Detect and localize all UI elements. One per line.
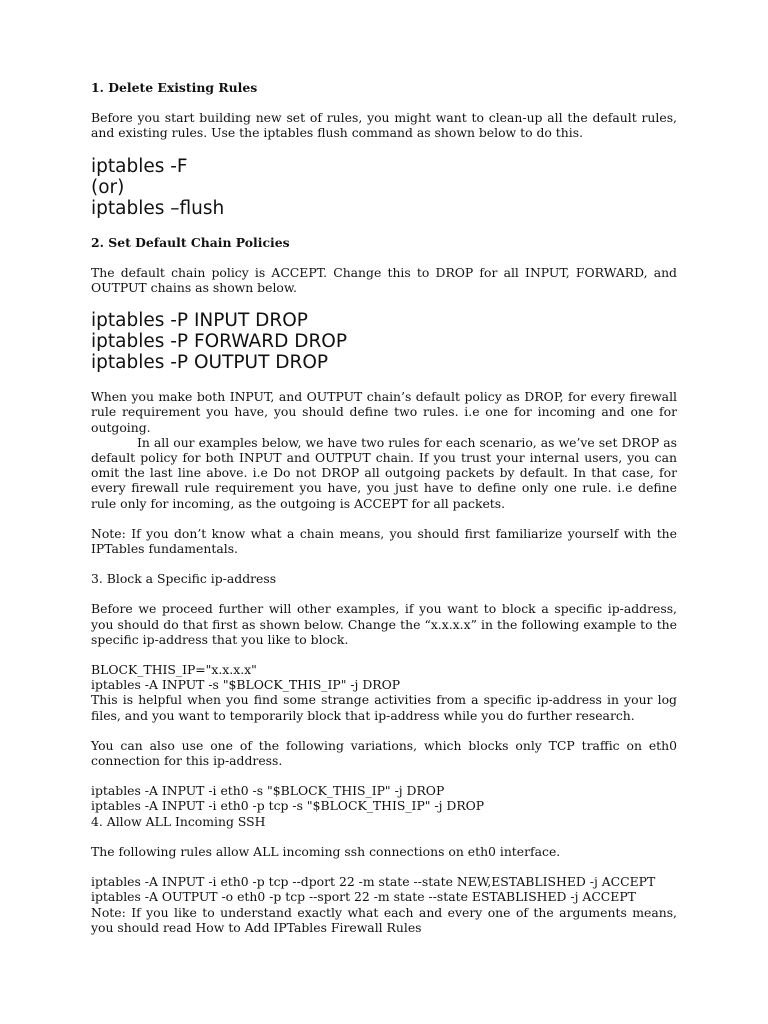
note-paragraph: Note: If you don’t know what a chain means, you should first familiarize yourself with the IPTables fundamentals. bbox=[91, 525, 677, 557]
paragraph: Before you start building new set of rules, you might want to clean-up all the default rules, and existing rules. Use the iptables flush command as shown below to do this. bbox=[91, 110, 677, 141]
command-line: iptables -F bbox=[91, 155, 188, 177]
spacer bbox=[91, 829, 677, 844]
command-block bbox=[91, 310, 677, 373]
note-paragraph: Note: If you like to understand exactly what each and every one of the arguments means, you should read How to Add IPTables Firewall Rules bbox=[91, 904, 677, 935]
section-heading-allow-ssh: 4. Allow ALL Incoming SSH bbox=[91, 813, 266, 829]
section-heading-default-policies: 2. Set Default Chain Policies bbox=[91, 234, 290, 250]
code-line: iptables -A INPUT -i eth0 -p tcp --dport 22 -m state --state NEW,ESTABLISHED -j ACCEPT bbox=[91, 874, 656, 890]
paragraph: The default chain policy is ACCEPT. Change this to DROP for all INPUT, FORWARD, and OUTPUT chains as shown below. bbox=[91, 264, 677, 296]
section-heading-delete-rules: 1. Delete Existing Rules bbox=[91, 80, 258, 95]
paragraph: This is helpful when you find some strange activities from a specific ip-address in your log files, and you want to temporarily block that ip-address while you do further research. bbox=[91, 692, 677, 723]
paragraph: In all our examples below, we have two rules for each scenario, as we’ve set DROP as default policy for both INPUT and OUTPUT chain. If you trust your internal users, you can omit the last line above. i.e Do not DROP all outgoing packets by default. In that case, for every firewall rule requirement you have, you just have to define only one rule. i.e define rule only for incoming, as the outgoing is ACCEPT for all packets. bbox=[91, 434, 677, 511]
code-line: iptables -A INPUT -i eth0 -s "$BLOCK_THIS_IP" -j DROP bbox=[91, 783, 445, 799]
paragraph: You can also use one of the following variations, which blocks only TCP traffic on eth0 connection for this ip-address. bbox=[91, 737, 677, 769]
command-line: iptables –flush bbox=[91, 197, 225, 219]
paragraph: When you make both INPUT, and OUTPUT chain’s default policy as DROP, for every firewall rule requirement you have, you should define two rules. i.e one for incoming and one for outgoing. bbox=[91, 389, 677, 435]
code-line: BLOCK_THIS_IP="x.x.x.x" bbox=[91, 662, 257, 678]
paragraph: The following rules allow ALL incoming ssh connections on eth0 interface. bbox=[91, 843, 561, 859]
command-line: iptables -P OUTPUT DROP bbox=[91, 352, 329, 374]
paragraph: Before we proceed further will other examples, if you want to block a specific ip-address, you should do that first as shown below. Change the “x.x.x.x” in the following example to the specific ip-address that you like to block. bbox=[91, 601, 677, 647]
command-line: iptables -P FORWARD DROP bbox=[91, 331, 348, 353]
section-heading-block-ip: 3. Block a Specific ip-address bbox=[91, 571, 277, 587]
code-line: iptables -A OUTPUT -o eth0 -p tcp --sport 22 -m state --state ESTABLISHED -j ACCEPT bbox=[91, 889, 636, 905]
document-page bbox=[91, 80, 677, 950]
code-line: iptables -A INPUT -i eth0 -p tcp -s "$BLOCK_THIS_IP" -j DROP bbox=[91, 798, 485, 814]
code-line: iptables -A INPUT -s "$BLOCK_THIS_IP" -j DROP bbox=[91, 677, 401, 693]
command-block bbox=[91, 156, 677, 219]
command-line: iptables -P INPUT DROP bbox=[91, 310, 308, 332]
command-line: (or) bbox=[91, 176, 125, 198]
